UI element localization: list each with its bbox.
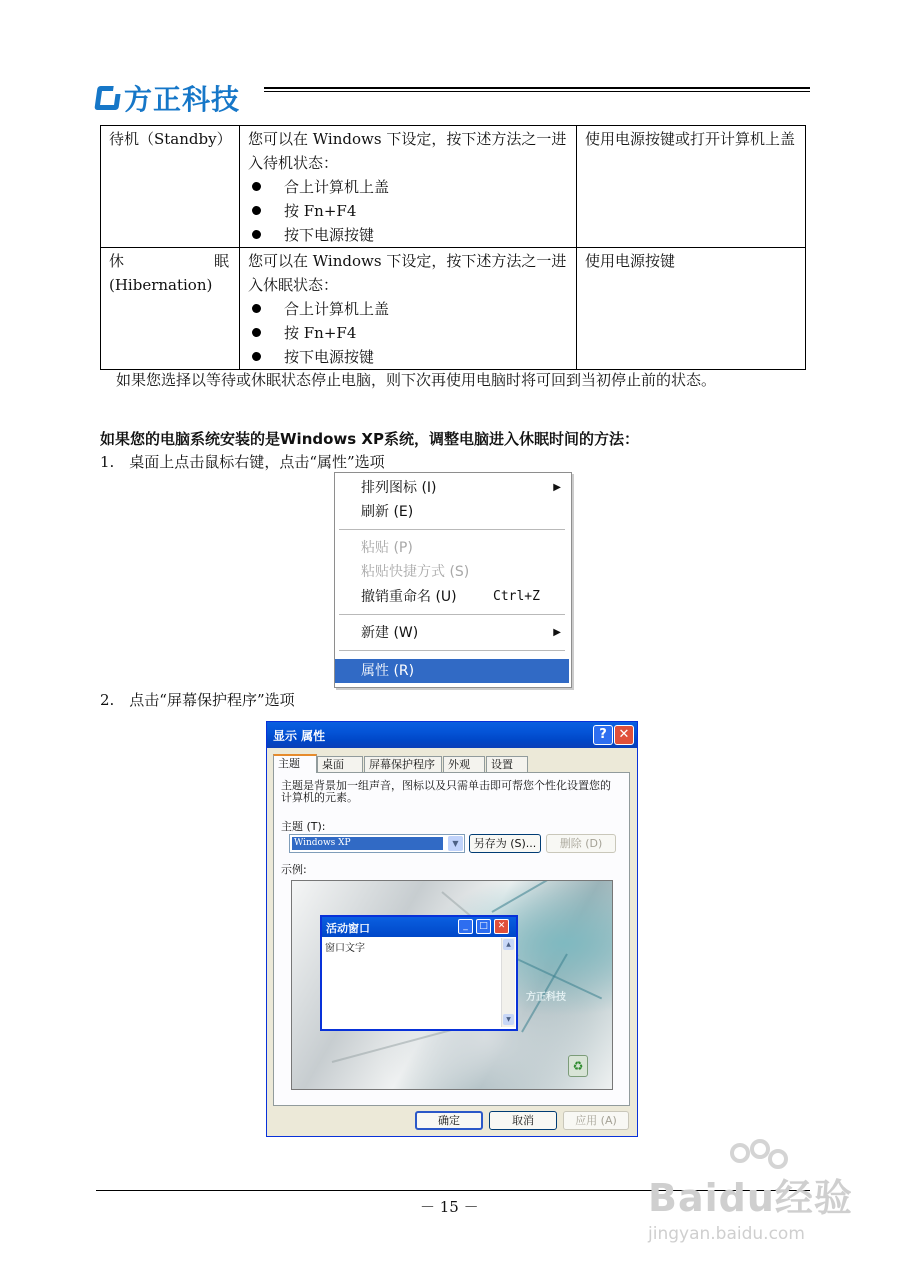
header-rule-thin [264,91,810,92]
menu-separator [339,529,565,530]
preview-scrollbar [501,938,515,1027]
ok-button[interactable]: 确定 [415,1111,483,1130]
window-text: 窗口文字 [325,943,365,954]
watermark-url: jingyan.baidu.com [648,1224,805,1244]
mode-name-part: 休 [109,252,125,270]
list-item: 按下电源按键 [248,345,568,369]
desktop-context-menu [334,472,572,688]
theme-label: 主题 (T): [281,820,326,833]
chevron-down-icon[interactable]: ▼ [448,836,463,851]
method-cell [240,126,577,248]
active-window-title: 活动窗口 [326,922,370,935]
tab-screensaver[interactable]: 屏幕保护程序 [364,756,442,772]
maximize-icon: □ [476,919,491,934]
list-item: 按 Fn+F4 [248,321,568,345]
table-row [101,126,806,248]
scroll-down-icon: ▼ [503,1014,514,1025]
help-button[interactable]: ? [593,725,613,745]
menu-item-refresh[interactable]: 刷新 (E) [361,504,414,520]
brand-logo-icon [94,86,121,110]
tab-settings[interactable]: 设置 [486,756,528,772]
minimize-icon: _ [458,919,473,934]
list-item: 按下电源按键 [248,223,568,247]
menu-item-arrange-icons[interactable]: 排列图标 (I) ▶ [335,477,569,499]
menu-item-undo-rename[interactable]: 撤销重命名 (U) Ctrl+Z [335,586,569,608]
section-heading: 如果您的电脑系统安装的是Windows XP系统，调整电脑进入休眠时间的方法： [100,430,639,448]
brand-name: 方正科技 [124,83,241,116]
resume-cell [577,126,806,248]
resume-method: 使用电源按键 [585,252,676,270]
list-item: 按 Fn+F4 [248,199,568,223]
tab-desktop[interactable]: 桌面 [317,756,363,772]
method-cell [240,248,577,370]
display-properties-dialog [266,721,638,1137]
baidu-watermark [648,1145,853,1244]
preview-streak [492,880,597,913]
active-window-titlebar [322,917,516,937]
header-rule [264,87,810,89]
list-item: 合上计算机上盖 [248,297,568,321]
resume-method: 使用电源按键或打开计算机上盖 [585,130,796,148]
menu-item-new[interactable]: 新建 (W) ▶ [335,622,569,644]
list-item: 合上计算机上盖 [248,175,568,199]
submenu-arrow-icon: ▶ [553,627,561,638]
close-icon: ✕ [494,919,509,934]
theme-select-value: Windows XP [292,837,443,850]
table-row [101,248,806,370]
delete-button: 删除 (D) [546,834,616,853]
recycle-bin-icon: ♻ [568,1055,588,1077]
brand-logo [96,78,240,118]
step-2-text: 2. 点击“屏幕保护程序”选项 [100,691,295,709]
tab-themes[interactable]: 主题 [273,754,317,773]
menu-item-paste-shortcut: 粘贴快捷方式 (S) [361,564,470,580]
theme-description: 主题是背景加一组声音，图标以及只需单击即可帮您个性化设置您的计算机的元素。 [281,779,611,804]
mode-cell [101,126,240,248]
power-mode-table [100,125,806,370]
tab-appearance[interactable]: 外观 [443,756,485,772]
watermark-brand: Baidu经验 [648,1176,853,1220]
method-list [248,297,568,369]
theme-select[interactable] [289,834,465,853]
dialog-titlebar[interactable] [267,722,637,748]
menu-separator [339,650,565,651]
submenu-arrow-icon: ▶ [553,482,561,493]
menu-item-paste: 粘贴 (P) [361,540,413,556]
paw-icon [750,1139,770,1159]
shortcut-label: Ctrl+Z [493,589,540,604]
sample-label: 示例: [281,863,307,876]
apply-button: 应用 (A) [563,1111,629,1130]
step-1-text: 1. 桌面上点击鼠标右键，点击“属性”选项 [100,453,385,471]
menu-separator [339,614,565,615]
active-window-preview [320,915,518,1031]
dialog-title: 显示 属性 [273,729,326,743]
mode-name-part: 眠 [213,252,229,270]
menu-item-properties[interactable]: 属性 (R) [335,659,569,683]
mode-name-en: (Hibernation) [109,276,213,294]
paw-icon [730,1143,750,1163]
paw-icon [768,1149,788,1169]
page-number: － 15 － [420,1198,479,1216]
resume-cell [577,248,806,370]
preview-brand-text: 方正科技 [526,992,566,1003]
method-intro: 您可以在 Windows 下设定，按下述方法之一进入休眠状态： [248,252,567,294]
cancel-button[interactable]: 取消 [489,1111,557,1130]
scroll-up-icon: ▲ [503,939,514,950]
theme-preview [291,880,613,1090]
mode-name: 待机（Standby） [109,130,232,148]
mode-cell [101,248,240,370]
close-button[interactable]: ✕ [614,725,634,745]
save-as-button[interactable]: 另存为 (S)... [469,834,541,853]
note-paragraph: 如果您选择以等待或休眠状态停止电脑，则下次再使用电脑时将可回到当初停止前的状态。 [116,371,717,389]
method-intro: 您可以在 Windows 下设定，按下述方法之一进入待机状态： [248,130,567,172]
method-list [248,175,568,247]
